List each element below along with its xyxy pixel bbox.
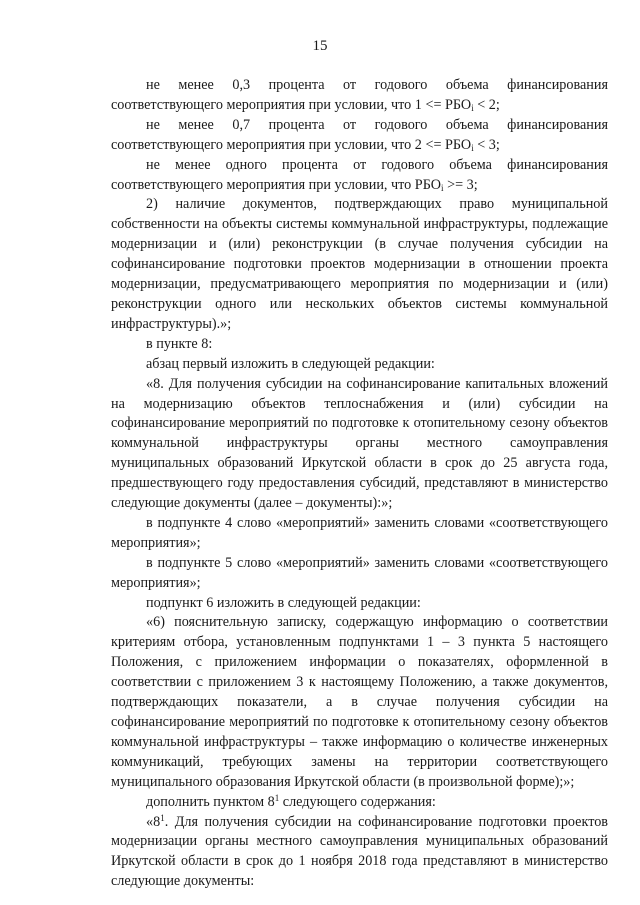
paragraph-condition-0-7 [111, 116, 608, 156]
paragraph-text: . Для получения субсидии на софинансирование подготовки проектов модернизации органы местного самоуправления муниципальных образований Иркутской области в срок до 1 ноября 2018 года представляют в министерство следующие документы: [111, 813, 608, 890]
document-body [111, 76, 608, 892]
paragraph-condition-0-3 [111, 76, 608, 116]
paragraph-documents-ownership: 2) наличие документов, подтверждающих право муниципальной собственности на объекты системы коммунальной инфраструктуры, подлежащие модернизации и (или) реконструкции (в случае получения субсидии на софинансирование подготовки проектов модернизации в отношении проекта модернизации, предусматривающего мероприятия по модернизации и (или) реконструкции одного или нескольких объектов системы коммунальной инфраструктуры).»; [111, 196, 608, 332]
paragraph-text: дополнить пунктом 8 [146, 793, 275, 810]
superscript-index: 1 [274, 792, 280, 803]
paragraph-text: >= 3; [443, 176, 478, 193]
paragraph-point-8-1 [111, 813, 608, 893]
subscript-index: i [471, 142, 474, 153]
paragraph-text: не менее 0,7 процента от годового объема финансирования соответствующего мероприятия при условии, что 2 <= РБО [111, 116, 608, 153]
paragraph-in-point-8: в пункте 8: [146, 335, 213, 352]
paragraph-point-8: «8. Для получения субсидии на софинансирование капитальных вложений на модернизацию объектов теплоснабжения и (или) субсидии на софинансирование мероприятий по подготовке к отопительному сезону объектов коммунальной инфраструктуры органы местного самоуправления муниципальных образований Иркутской области в срок до 25 августа года, предшествующего году предоставления субсидий, представляют в министерство следующие документы (далее – документы):»; [111, 375, 608, 512]
paragraph-subpoint-5: в подпункте 5 слово «мероприятий» заменить словами «соответствующего мероприятия»; [111, 554, 608, 591]
paragraph-text: не менее 0,3 процента от годового объема финансирования соответствующего мероприятия при условии, что 1 <= РБО [111, 77, 608, 113]
paragraph-text: не менее одного процента от годового объема финансирования соответствующего мероприятия при условии, что РБО [111, 156, 608, 193]
paragraph-text: следующего содержания: [279, 793, 436, 810]
paragraph-first-abzac: абзац первый изложить в следующей редакции: [146, 355, 435, 372]
paragraph-subpoint-4: в подпункте 4 слово «мероприятий» заменить словами «соответствующего мероприятия»; [111, 514, 608, 551]
subscript-index: i [471, 102, 474, 113]
paragraph-add-point-8-1 [111, 793, 608, 813]
paragraph-subpoint-6: «6) пояснительную записку, содержащую информацию о соответствии критериям отбора, установленным подпунктами 1 – 3 пункта 5 настоящего Положения, с приложением информации о показателях, оформленной в соответствии с приложением 3 к настоящему Положению, а также документов, подтверждающих показатели, а в случае получения субсидии на софинансирование мероприятий по подготовке к отопительному сезону объектов коммунальной инфраструктуры – также информацию о количестве инженерных коммуникаций, требующих замены на территории соответствующего муниципального образования Иркутской области (в произвольной форме);»; [111, 614, 608, 790]
paragraph-text: < 2; [473, 96, 500, 113]
paragraph-subpoint-6-intro: подпункт 6 изложить в следующей редакции: [146, 594, 421, 611]
subscript-index: i [441, 182, 444, 193]
paragraph-text: «8 [146, 813, 161, 830]
superscript-index: 1 [160, 812, 165, 823]
page-number: 15 [312, 38, 328, 54]
paragraph-text: < 3; [473, 136, 500, 153]
paragraph-condition-1 [111, 156, 608, 196]
